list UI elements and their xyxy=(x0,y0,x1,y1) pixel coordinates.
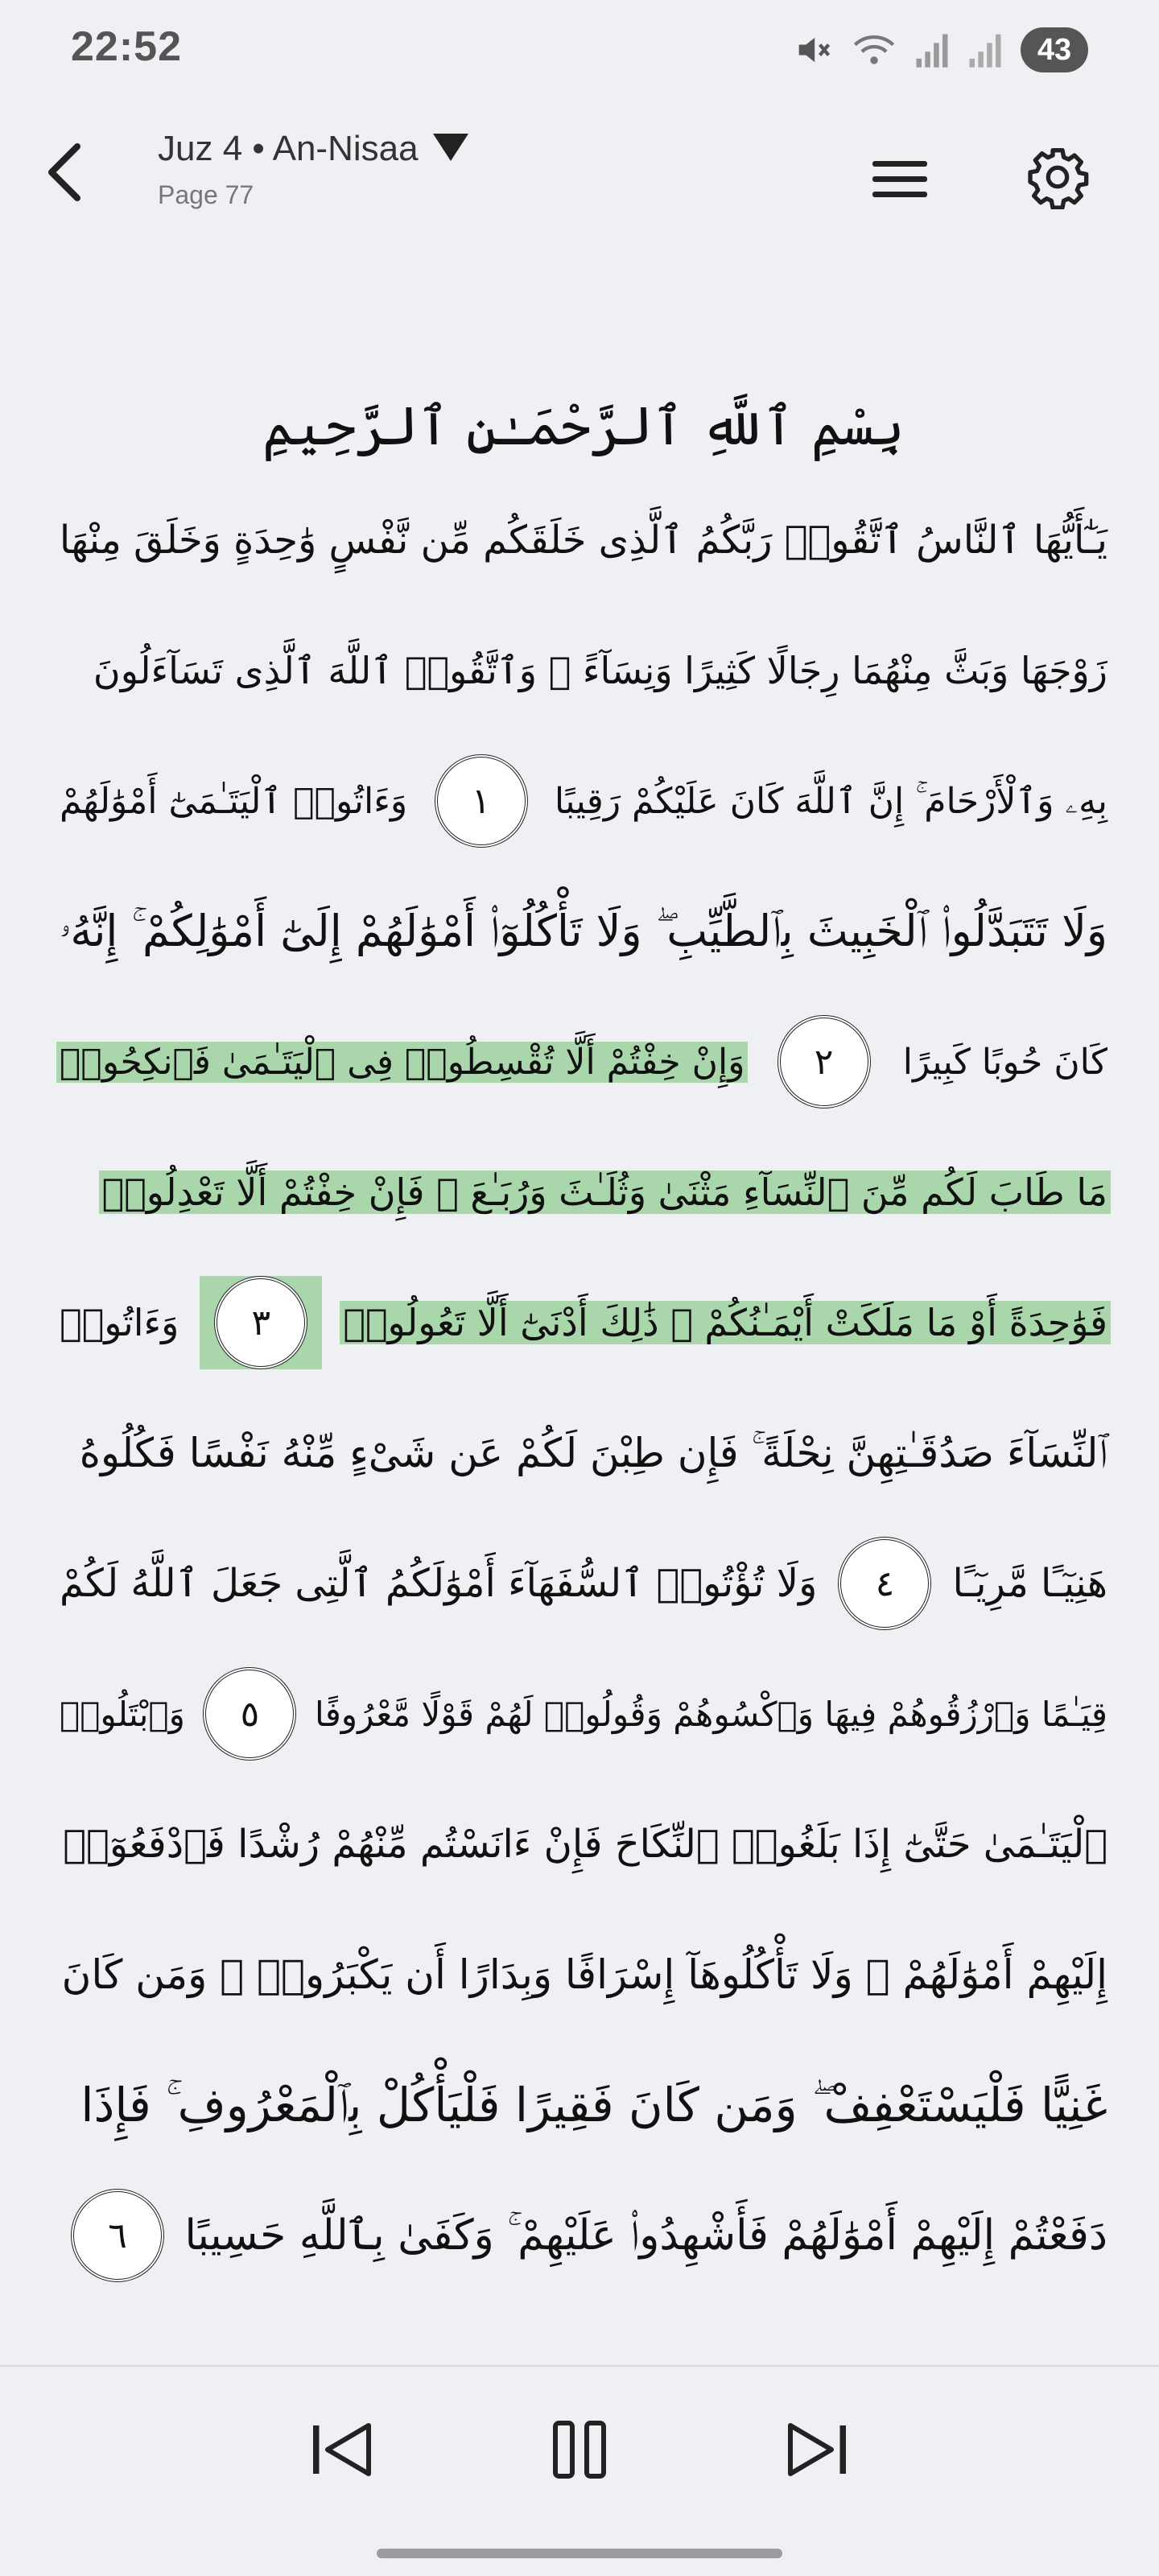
highlighted-verse-text[interactable]: فَوَٰحِدَةً أَوْ مَا مَلَكَتْ أَيْمَـٰنُكُمْ ۚ ذَٰلِكَ أَدْنَىٰٓ أَلَّا تَعُولُوا۟ xyxy=(340,1301,1111,1344)
verse-line xyxy=(56,2170,1111,2301)
ayah-number-marker[interactable]: ٣ xyxy=(214,1276,307,1369)
signal-icon-2 xyxy=(967,29,1003,71)
menu-button[interactable] xyxy=(861,145,938,217)
verse-text[interactable]: هَنِيٓـًا مَّرِيٓـًا xyxy=(952,1561,1107,1606)
page-title: Juz 4 • An-Nisaa xyxy=(158,129,419,168)
verse-line xyxy=(56,1388,1111,1518)
title-block xyxy=(158,129,468,210)
verse-lines xyxy=(56,475,1111,2301)
verse-text[interactable]: وَءَاتُوا۟ xyxy=(60,1301,179,1344)
verse-text[interactable]: بِهِۦ وَٱلْأَرْحَامَ ۚ إِنَّ ٱللَّهَ كَانَ عَلَيْكُمْ رَقِيبًا xyxy=(554,780,1107,822)
verse-text[interactable]: كَانَ حُوبًا كَبِيرًا xyxy=(902,1041,1107,1083)
player-divider xyxy=(0,2365,1159,2367)
ayah-number-marker[interactable]: ١ xyxy=(435,754,528,848)
status-bar xyxy=(0,0,1159,97)
verse-line xyxy=(56,1779,1111,1909)
verse-text[interactable]: وَلَا تَتَبَدَّلُوا۟ ٱلْخَبِيثَ بِٱلطَّيِّبِ ۖ وَلَا تَأْكُلُوٓا۟ أَمْوَٰلَهُمْ إِلَىٰٓ أَمْوَٰلِكُمْ ۚ إِنَّهُۥ xyxy=(59,906,1107,956)
verse-text[interactable]: وَءَاتُوا۟ ٱلْيَتَـٰمَىٰٓ أَمْوَٰلَهُمْ xyxy=(60,780,408,822)
verse-line xyxy=(56,1518,1111,1649)
ayah-number-marker[interactable]: ٢ xyxy=(777,1015,871,1108)
signal-icon xyxy=(914,29,950,71)
ayah-number-marker[interactable]: ٤ xyxy=(838,1537,931,1630)
verse-text[interactable]: وَٱبْتَلُوا۟ xyxy=(60,1694,185,1734)
verse-line xyxy=(56,736,1111,866)
verse-text[interactable]: قِيَـٰمًا وَٱرْزُقُوهُمْ فِيهَا وَٱكْسُوهُمْ وَقُولُوا۟ لَهُمْ قَوْلًا مَّعْرُوفًا xyxy=(314,1694,1107,1734)
highlighted-verse-text[interactable]: وَإِنْ خِفْتُمْ أَلَّا تُقْسِطُوا۟ فِى ٱلْيَتَـٰمَىٰ فَٱنكِحُوا۟ xyxy=(56,1042,748,1083)
verse-line xyxy=(56,1257,1111,1388)
back-button[interactable] xyxy=(32,134,97,214)
ayah-number-marker[interactable]: ٦ xyxy=(71,2189,164,2282)
ayah-marker-wrap xyxy=(188,1667,311,1761)
menu-icon xyxy=(872,159,927,203)
verse-text[interactable]: دَفَعْتُمْ إِلَيْهِمْ أَمْوَٰلَهُمْ فَأَشْهِدُوا۟ عَلَيْهِمْ ۚ وَكَفَىٰ بِٱللَّهِ حَسِيبًا xyxy=(184,2211,1107,2260)
battery-icon: 43 xyxy=(1021,27,1088,72)
ayah-marker-wrap xyxy=(56,2189,179,2282)
ayah-marker-wrap xyxy=(823,1537,946,1630)
back-arrow-icon xyxy=(45,143,84,204)
ayah-marker-wrap xyxy=(420,754,542,848)
verse-line xyxy=(56,866,1111,997)
verse-line xyxy=(56,1909,1111,2040)
verse-text[interactable]: غَنِيًّا فَلْيَسْتَعْفِفْ ۖ وَمَن كَانَ فَقِيرًا فَلْيَأْكُلْ بِٱلْمَعْرُوفِ ۚ فَإِذَا xyxy=(80,2077,1107,2132)
settings-gear-icon xyxy=(1025,145,1090,213)
audio-player xyxy=(0,2407,1159,2504)
verse-text[interactable]: وَلَا تُؤْتُوا۟ ٱلسُّفَهَآءَ أَمْوَٰلَكُمُ ٱلَّتِى جَعَلَ ٱللَّهُ لَكُمْ xyxy=(60,1561,818,1606)
settings-button[interactable] xyxy=(1016,137,1099,221)
previous-icon xyxy=(306,2413,378,2489)
verse-line xyxy=(56,997,1111,1127)
dropdown-triangle-icon xyxy=(433,134,468,164)
next-icon xyxy=(781,2413,853,2489)
wifi-icon xyxy=(852,29,897,71)
juz-selector[interactable] xyxy=(158,129,468,169)
verse-text[interactable]: إِلَيْهِمْ أَمْوَٰلَهُمْ ۖ وَلَا تَأْكُلُوهَآ إِسْرَافًا وَبِدَارًا أَن يَكْبَرُوا۟ ۚ وَمَن كَانَ xyxy=(61,1951,1107,1998)
verse-text[interactable]: يَـٰٓأَيُّهَا ٱلنَّاسُ ٱتَّقُوا۟ رَبَّكُمُ ٱلَّذِى خَلَقَكُم مِّن نَّفْسٍ وَٰحِدَةٍ وَخَلَقَ مِنْهَا xyxy=(59,518,1107,563)
previous-button[interactable] xyxy=(298,2407,386,2496)
verse-text[interactable]: ٱلنِّسَآءَ صَدُقَـٰتِهِنَّ نِحْلَةً ۚ فَإِن طِبْنَ لَكُمْ عَن شَىْءٍ مِّنْهُ نَفْسًا فَكُلُوهُ xyxy=(79,1429,1107,1476)
status-time: 22:52 xyxy=(71,23,182,70)
verse-line xyxy=(56,2040,1111,2170)
pause-icon xyxy=(543,2413,616,2489)
ayah-marker-wrap xyxy=(763,1015,885,1108)
verse-line xyxy=(56,1127,1111,1257)
verse-text[interactable]: ٱلْيَتَـٰمَىٰ حَتَّىٰٓ إِذَا بَلَغُوا۟ ٱلنِّكَاحَ فَإِنْ ءَانَسْتُم مِّنْهُمْ رُشْدًا فَٱدْفَعُوٓا۟ xyxy=(63,1822,1107,1867)
ayah-marker-wrap xyxy=(200,1276,322,1369)
pause-button[interactable] xyxy=(535,2407,624,2496)
verse-line xyxy=(56,1649,1111,1779)
verse-line xyxy=(56,605,1111,736)
mute-icon xyxy=(792,29,834,71)
status-icons xyxy=(792,24,1088,76)
page-number: Page 77 xyxy=(158,180,254,209)
verse-text[interactable]: زَوْجَهَا وَبَثَّ مِنْهُمَا رِجَالًا كَثِيرًا وَنِسَآءً ۚ وَٱتَّقُوا۟ ٱللَّهَ ٱلَّذِى تَسَآءَلُونَ xyxy=(93,649,1107,692)
verse-line xyxy=(56,475,1111,605)
app-bar xyxy=(0,113,1159,233)
next-button[interactable] xyxy=(773,2407,861,2496)
home-indicator[interactable] xyxy=(377,2549,782,2558)
highlighted-verse-text[interactable]: مَا طَابَ لَكُم مِّنَ ٱلنِّسَآءِ مَثْنَىٰ وَثُلَـٰثَ وَرُبَـٰعَ ۖ فَإِنْ خِفْتُمْ أَلَّا تَعْدِلُوا۟ xyxy=(99,1170,1111,1214)
quran-page xyxy=(56,378,1111,2301)
ayah-number-marker[interactable]: ٥ xyxy=(203,1667,296,1761)
basmala: بِسْمِ ٱللَّهِ ٱلرَّحْمَـٰنِ ٱلرَّحِيمِ xyxy=(262,395,905,457)
